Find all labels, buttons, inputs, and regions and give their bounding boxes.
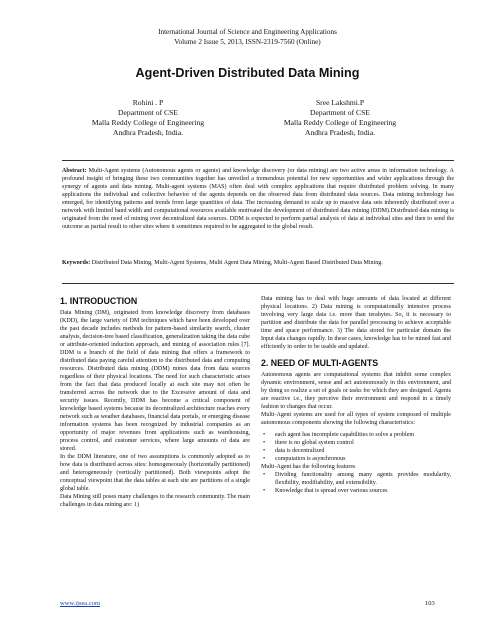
journal-volume: Volume 2 Issue 5, 2013, ISSN-2319-7560 (Online): [174, 38, 321, 46]
keywords-text: Distributed Data Mining, Multi-Agent Systems, Multi Agent Data Mining, Multi-Agent Based Distributed Data Mining.: [90, 260, 383, 266]
author-college: Malla Reddy College of Engineering: [91, 118, 205, 127]
divider-top: [62, 160, 454, 161]
page-number: 103: [425, 600, 435, 607]
author-name: Sree Lakshmi.P: [315, 98, 365, 107]
section-heading-multi-agents: 2. NEED OF MULTI-AGENTS: [261, 358, 379, 368]
body-paragraph: Multi-Agent has the following features: [261, 464, 356, 470]
right-column: [261, 295, 451, 495]
list-item: • each agent has incomplete capabilities to solve a problem: [261, 431, 451, 439]
body-paragraph: Data mining has to deal with huge amounts of data located at different physical locations. 2) Data mining is computationally intensive process involving very large data i.e. more than terabytes. So, it is necessary to partition and distribute the data for parallel processing to achieve acceptable time and space performance. 3) The data stored for particular domain the Input data changes rapidly. In these cases, knowledge has to be mined fast and efficiently in order to be usable and updated.: [261, 296, 451, 350]
author-block-2: [250, 98, 430, 138]
list-item: • Dividing functionality among many agents provides modularity, flexibility, modifiability, and extensibility.: [261, 471, 451, 487]
body-paragraph: Autonomous agents are computational systems that inhibit some complex dynamic environment, sense and act autonomously in this environment, and by doing so realize a set of goals or tasks for which they are designed. Agents are reactive i.e., they perceive their environment and respond in a timely fashion to changes that occur.: [261, 372, 451, 410]
author-name: Rohini . P: [132, 98, 164, 107]
body-paragraph: Multi-Agent systems are used for all types of system composed of multiple autonomous components showing the following characteristics:: [261, 412, 451, 426]
keywords: [62, 259, 454, 267]
journal-website-link[interactable]: www.ijsea.com: [60, 600, 101, 607]
abstract-text: Multi-Agent systems (Autonomous agents or agents) and knowledge discovery (or data mining) are two active areas in information technology. A profound insight of bringing these two communities together has unveiled a tremendous potential for new opportunities and wider applications through the synergy of agents and data mining. Multi-agent systems (MAS) often deal with complex applications that require distributed problem solving. In many applications the individual and collective behavior of the agents depends on the observed data from distributed data sources. Data mining technology has emerged, for identifying patterns and trends from large quantities of data. The increasing demand to scale up to massive data sets inherently distributed over a network with limited band width and computational resources available motivated the development of distributed data mining (DDM).Distributed data mining is originated from the need of mining over decentralized data sources. DDM is expected to perform partial analysis of data at individual sites and then to send the outcome as partial result to other sites where it sometimes required to be aggregated to the global result.: [62, 168, 454, 231]
author-location: Andhra Pradesh, India.: [304, 128, 375, 137]
author-department: Department of CSE: [118, 108, 178, 117]
author-block-1: [58, 98, 238, 138]
paper-title: Agent-Driven Distributed Data Mining: [135, 66, 360, 80]
intro-paragraph: Data Mining (DM), originated from knowledge discovery from databases (KDD), the large variety of DM techniques which have been developed over the past decade includes methods for pattern-based similarity search, cluster analysis, decision-tree based classification, generalization taking the data cube or attribute-oriented induction approach, and mining of association rules [7]. DDM is a branch of the field of data mining that offers a framework to distributed data paying careful attention to the distributed data and computing resources. Distributed data mining (DDM) mines data from data sources regardless of their physical locations. The need for such characteristic arises from the fact that data produced locally at each site may not often be transferred across the network due to the Excessive amount of data and security issues. Recently, DDM has become a critical component of knowledge based systems because its decentralized architecture reaches every network such as weather databases, financial data portals, or emerging disease information systems has been recognized by industrial companies as an opportunity of major revenues from applications such as warehousing, process control, and customer services, where large amounts of data are stored.: [60, 310, 250, 452]
left-column: [60, 295, 250, 509]
author-location: Andhra Pradesh, India.: [112, 128, 183, 137]
author-college: Malla Reddy College of Engineering: [283, 118, 397, 127]
intro-paragraph: In the DDM literature, one of two assumptions is commonly adopted as to how data is distributed across sites: homogeneously (horizontally partitioned) and heterogeneously (vertically partitioned). Both viewpoints adopt the conceptual viewpoint that the data tables at each site are partitions of a single global table.: [60, 454, 250, 492]
keywords-label: Keywords:: [62, 260, 91, 266]
author-department: Department of CSE: [310, 108, 370, 117]
intro-paragraph: Data Mining still poses many challenges to the research community. The main challenges in data mining are: 1): [60, 494, 250, 508]
journal-header: [0, 27, 495, 47]
abstract-label: Abstract:: [62, 168, 87, 174]
characteristics-list: [261, 431, 451, 463]
list-item: • computation is asynchronous: [261, 455, 451, 463]
divider-bottom: [62, 283, 454, 284]
list-item: • there is no global system control: [261, 439, 451, 447]
list-item: • data is decentralized: [261, 447, 451, 455]
list-item: • Knowledge that is spread over various sources: [261, 487, 451, 495]
journal-name: International Journal of Science and Engineering Applications: [158, 28, 337, 36]
features-list: [261, 471, 451, 495]
section-heading-introduction: 1. INTRODUCTION: [60, 296, 138, 306]
abstract: [62, 167, 454, 231]
